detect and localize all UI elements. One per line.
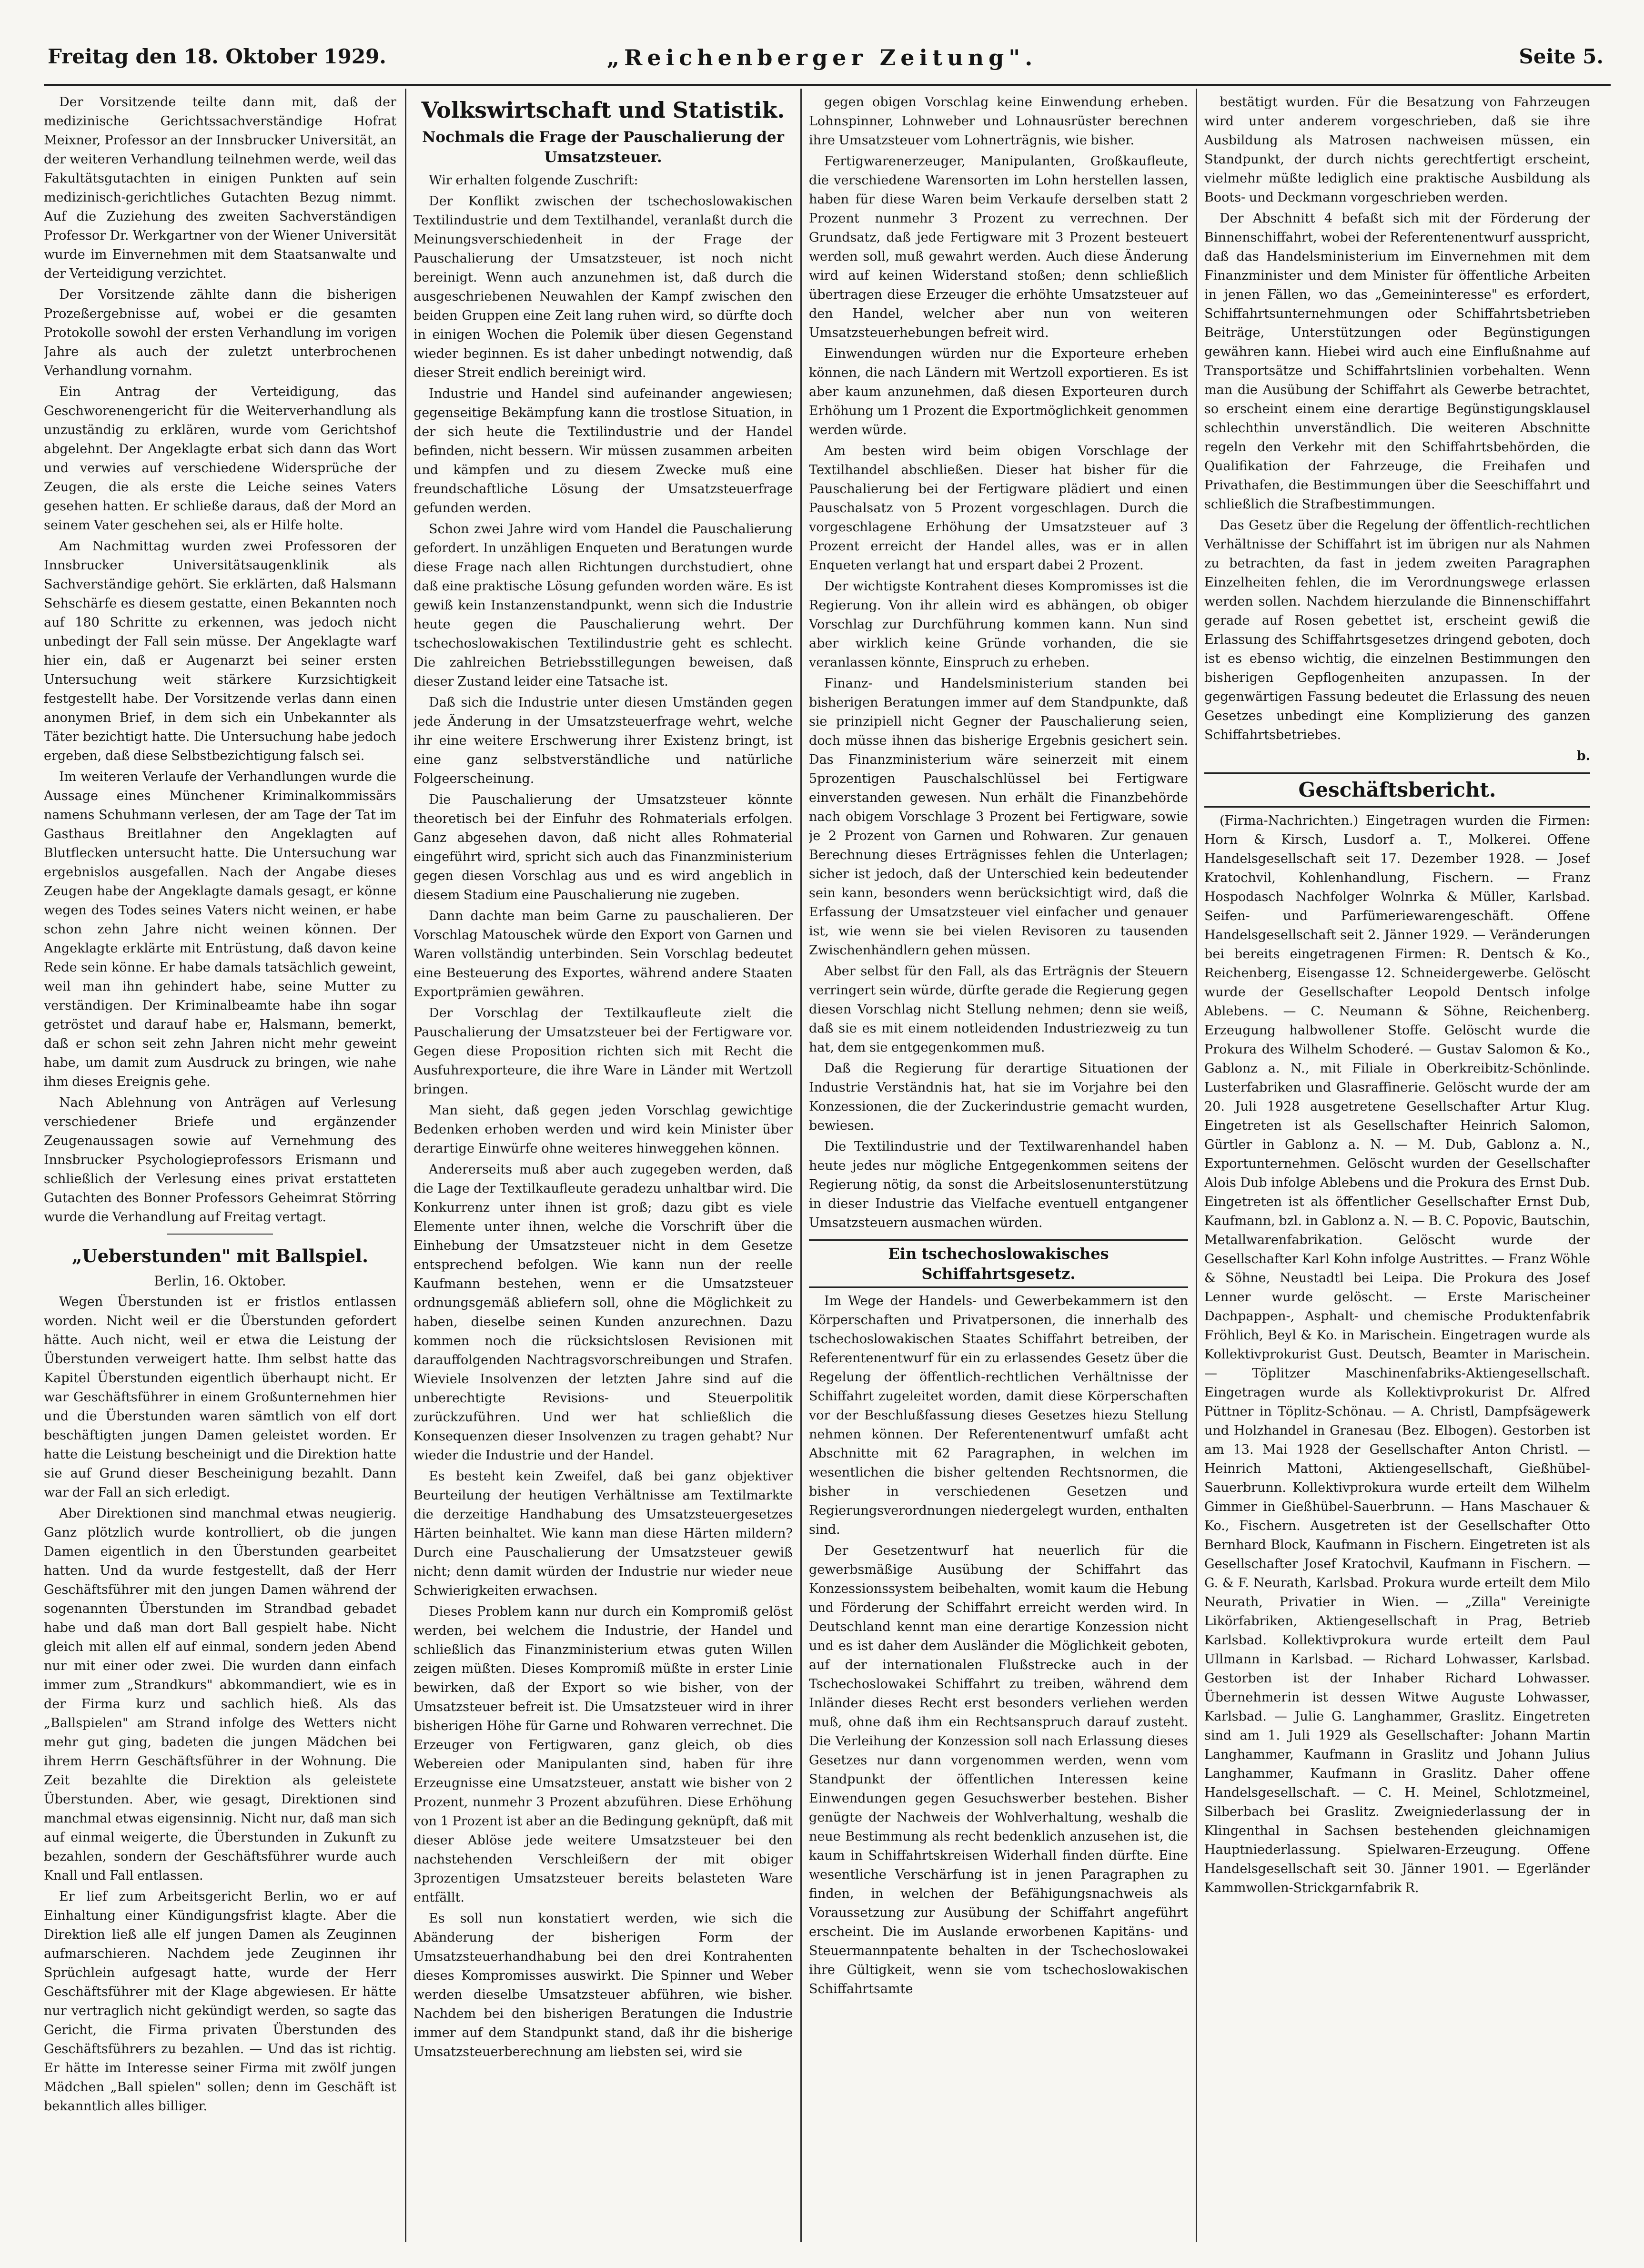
- paragraph: Finanz- und Handelsministerium standen bei bisherigen Beratungen immer auf dem Standpunkte, daß sie prinzipiell nicht Gegner der Pauschalierung seien, doch müsse ihnen das bisherige Ergebnis gesichert sein. Das Finanzministerium wäre seinerzeit mit einem 5prozentigen Pauschalschlüssel bei Fertigware einverstanden gewesen. Nun erhält die Finanzbehörde nach obigem Vorschlage 3 Prozent bei Fertigware, sowie je 2 Prozent von Garnen und Rohwaren. Zur genauen Berechnung dieses Erträgnisses fehlen die Unterlagen; sicher ist jedoch, daß der Unterschied kein bedeutender sein kann, besonders wenn berücksichtigt wird, daß die Erfassung der Umsatzsteuer viel einfacher und genauer ist, wie wenn sie bei vielen Revisoren zu tausenden Zwischenhändlern gehen müssen.: [809, 676, 1188, 958]
- paragraph: Im Wege der Handels- und Gewerbekammern ist den Körperschaften und Privatpersonen, die innerhalb des tschechoslowakischen Staates Schiffahrt betreiben, der Referentenentwurf für ein zu erlassendes Gesetz über die Regelung der öffentlich-rechtlichen Verhältnisse der Schiffahrt zugeleitet worden, damit diese Körperschaften vor der Beschlußfassung dieses Gesetzes hiezu Stellung nehmen können. Der Referentenentwurf umfaßt acht Abschnitte mit 62 Paragraphen, in welchen im wesentlichen die bisher geltenden Rechtsnormen, die bisher in verschiedenen Gesetzen und Regierungsverordnungen niedergelegt wurden, enthalten sind.: [809, 1294, 1188, 1537]
- paragraph: Es besteht kein Zweifel, daß bei ganz objektiver Beurteilung der heutigen Verhältnisse am Textilmarkte die derzeitige Handhabung des Umsatzsteuergesetzes Härten beinhaltet. Wie kann man diese Härten mildern? Durch eine Pauschalierung der Umsatzsteuer gewiß nicht; denn damit würden der Industrie nur wieder neue Schwierigkeiten erwachsen.: [414, 1469, 793, 1598]
- column-2: [414, 93, 793, 2242]
- paragraph: Der Gesetzentwurf hat neuerlich für die gewerbsmäßige Ausübung der Schiffahrt das Konzessionssystem beibehalten, womit kaum die Hebung und Förderung der Schiffahrt erreicht werden wird. In Deutschland kennt man eine derartige Konzession nicht und es ist daher dem Ausländer die Möglichkeit geboten, auf der internationalen Flußstrecke auch in der Tschechoslowakei Schiffahrt zu treiben, während dem Inländer dieses Recht erst besonders verliehen werden muß, ohne daß ihm ein Rechtsanspruch darauf zusteht. Die Verleihung der Konzession soll nach Erlassung dieses Gesetzes nur dann vorgenommen werden, wenn vom Standpunkt der öffentlichen Interessen keine Einwendungen gegen Gesuchswerber bestehen. Bisher genügte der Nachweis der Wohlverhaltung, weshalb die neue Bestimmung als recht bedenklich anzusehen ist, die kaum in Schiffahrtskreisen Widerhall finden dürfte. Eine wesentliche Verschärfung ist in jenen Paragraphen zu finden, in welchen der Befähigungsnachweis als Voraussetzung zur Ausübung der Schiffahrt angeführt erscheint. Die im Auslande erworbenen Kapitäns- und Steuermannpatente behalten in der Tschechoslowakei ihre Gültigkeit, wenn sie vom tschechoslowakischen Schiffahrtsamte: [809, 1543, 1188, 1996]
- paragraph: Man sieht, daß gegen jeden Vorschlag gewichtige Bedenken erhoben werden und wird kein Minister über derartige Einwürfe ohne weiteres hinweggehen können.: [414, 1103, 793, 1156]
- paragraph: Industrie und Handel sind aufeinander angewiesen; gegenseitige Bekämpfung kann die trostlose Situation, in der sich heute die Textilindustrie und der Handel befinden, nicht bessern. Wir müssen zusammen arbeiten und kämpfen und zu diesem Zwecke muß eine freundschaftliche Lösung der Umsatzsteuerfrage gefunden werden.: [414, 386, 793, 516]
- dateline: Berlin, 16. Oktober.: [154, 1273, 286, 1289]
- column-divider: [800, 89, 802, 2242]
- paragraph: Der Abschnitt 4 befaßt sich mit der Förderung der Binnenschiffahrt, wobei der Referentenentwurf ausspricht, daß das Handelsministerium im Einvernehmen mit dem Finanzminister und dem Minister für öffentliche Arbeiten in jenen Fällen, wo das „Gemeininteresse" es erfordert, Schiffahrtsunternehmungen oder Schiffahrtsbetrieben Beiträge, Unterstützungen oder Begünstigungen gewähren kann. Hiebei wird auch eine Einflußnahme auf Transportsätze und Schiffahrtslinien vorbehalten. Wenn man die Ausübung der Schiffahrt als Gewerbe betrachtet, so erscheint einem eine derartige Begünstigungsklausel schlechthin unverständlich. Die weiteren Abschnitte regeln den Verkehr mit den Schiffahrtsbehörden, die Qualifikation der Fahrzeuge, die Freihafen und Privathafen, die Bestimmungen über die Seeschiffahrt und schließlich die Strafbestimmungen.: [1204, 211, 1590, 512]
- paragraph: Die Pauschalierung der Umsatzsteuer könnte theoretisch bei der Einfuhr des Rohmaterials erfolgen. Ganz abgesehen davon, daß nicht alles Rohmaterial eingeführt wird, spricht sich auch das Finanzministerium gegen diesen Vorschlag aus und es wird angeblich in diesem Stadium eine Pauschalierung nie zugeben.: [414, 792, 793, 902]
- paragraph: Andererseits muß aber auch zugegeben werden, daß die Lage der Textilkaufleute geradezu unhaltbar wird. Die Konkurrenz unter ihnen ist groß; dazu gibt es viele Elemente unter ihnen, welche die Vorschrift über die Einhebung der Umsatzsteuer nicht in dem Gesetze entsprechend befolgen. Wie kann nun der reelle Kaufmann bestehen, wenn er die Umsatzsteuer ordnungsgemäß abliefern soll, ohne die Möglichkeit zu haben, dieselbe seinen Kunden anzurechnen. Dazu kommen noch die rücksichtslosen Revisionen mit darauffolgenden Nachtragsvorschreibungen und Strafen. Wieviele Insolvenzen der letzten Jahre sind auf die unberechtigte Revisions- und Steuerpolitik zurückzuführen. Und wer hat schließlich die Konsequenzen dieser Insolvenzen zu tragen gehabt? Nur wieder die Industrie und der Handel.: [414, 1162, 793, 1463]
- author-signature: b.: [1576, 749, 1590, 763]
- paragraph: Aber selbst für den Fall, als das Erträgnis der Steuern verringert sein würde, dürfte gerade die Regierung gegen diesen Vorschlag nicht Stellung nehmen; denn sie weiß, daß sie es mit einem notleidenden Industriezweig zu tun hat, dem sie entgegenkommen muß.: [809, 964, 1188, 1055]
- section-title-box: [1204, 772, 1590, 808]
- article-title: „Ueberstunden" mit Ballspiel.: [72, 1245, 368, 1266]
- paragraph: Daß die Regierung für derartige Situationen der Industrie Verständnis hat, hat sie im Vorjahre bei den Konzessionen, die der Zuckerindustrie gemacht wurden, bewiesen.: [809, 1061, 1188, 1133]
- paragraph: gegen obigen Vorschlag keine Einwendung erheben. Lohnspinner, Lohnweber und Lohnausrüster berechnen ihre Umsatzsteuer vom Lohnerträgnis, wie bisher.: [809, 95, 1188, 148]
- column-3: [809, 93, 1188, 2242]
- column-4: [1204, 93, 1590, 2242]
- paragraph: bestätigt wurden. Für die Besatzung von Fahrzeugen wird unter anderem vorgeschrieben, daß sie ihre Ausbildung als Matrosen nachweisen müssen, ein Standpunkt, der durch nichts gerechtfertigt erscheint, vielmehr müßte lediglich eine praktische Ausbildung als Boots- und Deckmann vorgeschrieben werden.: [1204, 95, 1590, 205]
- article-separator: [167, 1234, 273, 1235]
- paragraph: Der wichtigste Kontrahent dieses Kompromisses ist die Regierung. Von ihr allein wird es abhängen, ob obiger Vorschlag zur Durchführung kommen kann. Nun sind aber wirklich keine Gründe vorhanden, die sie veranlassen könnte, Einspruch zu erheben.: [809, 579, 1188, 670]
- paragraph: (Firma-Nachrichten.) Eingetragen wurden die Firmen: Horn & Kirsch, Lusdorf a. T., Molkerei. Offene Handelsgesellschaft seit 17. Dezember 1928. — Josef Kratochvil, Kohlenhandlung, Fischern. — Franz Hospodasch Nachfolger Wolnrka & Müller, Karlsbad. Seifen- und Parfümeriewarengeschäft. Offene Handelsgesellschaft seit 2. Jänner 1929. — Veränderungen bei bereits eingetragenen Firmen: R. Dentsch & Ko., Reichenberg, Eisengasse 12. Schneidergewerbe. Gelöscht wurde der Gesellschafter Leopold Dentsch infolge Ablebens. — C. Neumann & Söhne, Reichenberg. Erzeugung halbwollener Stoffe. Gelöscht wurde die Prokura des Wilhelm Schoderé. — Gustav Salomon & Ko., Gablonz a. N., mit Filiale in Oberkreibitz-Schönlinde. Lusterfabriken und Glasraffinerie. Gelöscht wurde der am 20. Juli 1928 ausgetretene Gesellschafter Artur Klug. Eingetreten ist als Gesellschafter Heinrich Salomon, Gürtler in Gablonz a. N. — M. Dub, Gablonz a. N., Exportunternehmen. Gelöscht wurden der Gesellschafter Alois Dub infolge Ablebens und die Prokura des Ernst Dub. Eingetreten ist als öffentlicher Gesellschafter Ernst Dub, Kaufmann, bzl. in Gablonz a. N. — B. C. Popovic, Bautschin, Metallwarenfabrikation. Gelöscht wurde der Gesellschafter Karl Kohn infolge Austrittes. — Franz Wöhle & Söhne, Neustadtl bei Leipa. Die Prokura des Josef Lenner wurde gelöscht. — Erste Marischeiner Dachpappen-, Asphalt- und chemische Produktenfabrik Fröhlich, Beyl & Ko. in Marischein. Eingetragen wurde als Kollektivprokurist Gust. Deutsch, Beamter in Marischein. — Töplitzer Maschinenfabriks-Aktiengesellschaft. Eingetragen wurde als Kollektivprokurist Dr. Alfred Püttner in Töplitz-Schönau. — A. Christl, Dampfsägewerk und Holzhandel in Granesau (Bez. Elbogen). Gestorben ist am 13. Mai 1928 der Gesellschafter Anton Christl. — Heinrich Mattoni, Aktiengesellschaft, Gießhübel-Sauerbrunn. Kollektivprokura wurde erteilt dem Wilhelm Gimmer in Gießhübel-Sauerbrunn. — Hans Maschauer & Ko., Fischern. Ausgetreten ist der Gesellschafter Otto Bernhard Block, Kaufmann in Fischern. Eingetreten ist als Gesellschafter Josef Kratochvil, Kaufmann in Fischern. — G. & F. Neurath, Karlsbad. Prokura wurde erteilt dem Milo Neurath, Privatier in Wien. — „Zilla" Vereinigte Likörfabriken, Aktiengesellschaft in Prag, Betrieb Karlsbad. Kollektivprokura wurde erteilt dem Paul Ullmann in Karlsbad. — Richard Lohwasser, Karlsbad. Gestorben ist der Inhaber Richard Lohwasser. Übernehmerin ist dessen Witwe Auguste Lohwasser, Karlsbad. — Julie G. Langhammer, Graslitz. Eingetreten sind am 1. Juli 1929 als Gesellschafter: Johann Martin Langhammer, Kaufmann in Graslitz und Johann Julius Langhammer, Kaufmann in Graslitz. Daher offene Handelsgesellschaft. — C. H. Meinel, Schlotzmeinel, Silberbach bei Graslitz. Zweigniederlassung der in Klingenthal in Sachsen bestehenden gleichnamigen Hauptniederlassung. Spielwaren-Erzeugung. Offene Handelsgesellschaft seit 30. Jänner 1901. — Egerländer Kammwollen-Strickgarnfabrik R.: [1204, 813, 1590, 1895]
- paragraph: Dann dachte man beim Garne zu pauschalieren. Der Vorschlag Matouschek würde den Export von Garnen und Waren vollständig unterbinden. Sein Vorschlag bedeutet eine Besteuerung des Exportes, während andere Staaten Exportprämien gewähren.: [414, 909, 793, 1000]
- page-number: Seite 5.: [1519, 45, 1604, 68]
- issue-date: Freitag den 18. Oktober 1929.: [48, 45, 386, 68]
- article-title-box: [809, 1239, 1188, 1288]
- paragraph: Es soll nun konstatiert werden, wie sich die Abänderung der bisherigen Form der Umsatzsteuerhandhabung bei den drei Kontrahenten dieses Kompromisses auswirkt. Die Spinner und Weber werden dieselbe Umsatzsteuer abführen, wie bisher. Nachdem bei den bisherigen Beratungen die Industrie immer auf dem Standpunkt stand, daß ihr die bisherige Umsatzsteuerberechnung am liebsten sei, wird sie: [414, 1911, 793, 2059]
- paragraph: Daß sich die Industrie unter diesen Umständen gegen jede Änderung in der Umsatzsteuerfrage wehrt, welche ihr eine weitere Erschwerung ihrer Existenz bringt, ist eine ganz selbstverständliche und natürliche Folgeerscheinung.: [414, 695, 793, 786]
- paragraph: Nach Ablehnung von Anträgen auf Verlesung verschiedener Briefe und ergänzender Zeugenaussagen sowie auf Vernehmung des Innsbrucker Psychologieprofessors Erismann und schließlich der Verlesung eines privat erstatteten Gutachten des Bonner Professors Geheimrat Störring wurde die Verhandlung auf Freitag vertagt.: [44, 1095, 396, 1225]
- paragraph: Der Konflikt zwischen der tschechoslowakischen Textilindustrie und dem Textilhandel, veranlaßt durch die Meinungsverschiedenheit in der Frage der Pauschalierung der Umsatzsteuer, ist noch nicht bereinigt. Wenn auch anzunehmen ist, daß durch die ausgeschriebenen Neuwahlen der Kampf zwischen den beiden Gruppen eine Zeit lang ruhen wird, so dürfte doch in einigen Wochen die Polemik über diesen Gegenstand wieder beginnen. Es ist daher unbedingt notwendig, daß dieser Streit endlich bereinigt wird.: [414, 194, 793, 380]
- column-divider: [1196, 89, 1197, 2242]
- paragraph: Wir erhalten folgende Zuschrift:: [429, 173, 638, 188]
- paragraph: Der Vorsitzende zählte dann die bisherigen Prozeßergebnisse auf, wobei er die gesamten Protokolle sowohl der ersten Verhandlung im vorigen Jahre als auch der zuletzt unterbrochenen Verhandlung vornahm.: [44, 287, 396, 378]
- paragraph: Das Gesetz über die Regelung der öffentlich-rechtlichen Verhältnisse der Schiffahrt ist im übrigen nur als Nahmen zu betrachten, da fast in jedem zweiten Paragraphen Einzelheiten fehlen, die im Verordnungswege erlassen werden sollen. Nachdem hierzulande die Binnenschiffahrt gerade auf Rosen gebettet ist, erscheint gewiß die Erlassung des Schiffahrtsgesetzes dringend geboten, doch ist es ebenso wichtig, die einzelnen Bestimmungen den bisherigen Gepflogenheiten anzupassen. In der gegenwärtigen Fassung bedeutet die Erlassung des neuen Gesetzes unbedingt eine Komplizierung des ganzen Schiffahrtsbetriebes.: [1204, 518, 1590, 742]
- page-header: [0, 10, 1644, 77]
- column-divider: [405, 89, 406, 2242]
- section-title: Volkswirtschaft und Statistik.: [421, 97, 785, 123]
- article-title: Nochmals die Frage der Pauschalierung der Umsatzsteuer.: [422, 129, 784, 166]
- section-title: Geschäftsbericht.: [1298, 778, 1496, 801]
- paragraph: Am Nachmittag wurden zwei Professoren der Innsbrucker Universitätsaugenklinik als Sachverständige gehört. Sie erklärten, daß Halsmann Sehschärfe es diesem gestatte, einen Bekannten noch auf 180 Schritte zu erkennen, was jedoch nicht unbedingt der Fall sein müsse. Der Angeklagte warf hier ein, daß er Augenarzt bei seiner ersten Untersuchung weit stärkere Kurzsichtigkeit festgestellt habe. Der Vorsitzende verlas dann einen anonymen Brief, in dem sich ein Unbekannter als Täter bezichtigt hatte. Die Untersuchung habe jedoch ergeben, daß diese Selbstbezichtigung falsch sei.: [44, 539, 396, 763]
- paragraph: Der Vorschlag der Textilkaufleute zielt die Pauschalierung der Umsatzsteuer bei der Fertigware vor. Gegen diese Proposition richten sich mit Recht die Ausfuhrexporteure, die ihre Ware in Länder mit Wertzoll bringen.: [414, 1006, 793, 1097]
- paragraph: Fertigwarenerzeuger, Manipulanten, Großkaufleute, die verschiedene Warensorten im Lohn herstellen lassen, haben für diese Waren beim Verkaufe derselben statt 2 Prozent nunmehr 3 Prozent zu verrechnen. Der Grundsatz, daß jede Fertigware mit 3 Prozent besteuert werden soll, muß gewahrt werden. Auch diese Änderung wird auf keinen Widerstand stoßen; denn schließlich übertragen diese Erzeuger die erhöhte Umsatzsteuer auf den Handel, welcher aber nun von weiteren Umsatzsteuerhebungen befreit wird.: [809, 154, 1188, 340]
- article-title: Ein tschechoslowakisches Schiffahrtsgesetz.: [888, 1245, 1109, 1283]
- paragraph: Schon zwei Jahre wird vom Handel die Pauschalierung gefordert. In unzähligen Enqueten und Beratungen wurde diese Frage nach allen Richtungen durchstudiert, ohne daß eine praktische Lösung gefunden worden wäre. Es ist gewiß kein Instanzenstandpunkt, wenn sich die Industrie heute gegen die Pauschalierung wehrt. Der tschechoslowakischen Textilindustrie geht es schlecht. Die zahlreichen Betriebsstillegungen beweisen, daß dieser Zustand leider eine Tatsache ist.: [414, 522, 793, 689]
- paragraph: Einwendungen würden nur die Exporteure erheben können, die nach Ländern mit Wertzoll exportieren. Es ist aber kaum anzunehmen, daß diesen Exporteuren durch Erhöhung um 1 Prozent die Exportmöglichkeit genommen werden würde.: [809, 346, 1188, 437]
- paragraph: Der Vorsitzende teilte dann mit, daß der medizinische Gerichtssachverständige Hofrat Meixner, Professor an der Innsbrucker Universität, an der weiteren Verhandlung teilnehmen werde, weil das Fakultätsgutachten in einigen Punkten auf sein medizinisch-gerichtliches Gutachten Bezug nimmt. Auf die Zuziehung des zweiten Sachverständigen Professor Dr. Werkgartner von der Wiener Universität wurde im Einvernehmen mit dem Staatsanwalte und der Verteidigung verzichtet.: [44, 95, 396, 281]
- header-rule: [44, 84, 1611, 86]
- paragraph: Ein Antrag der Verteidigung, das Geschworenengericht für die Weiterverhandlung als unzuständig zu erklären, wurde vom Gerichtshof abgelehnt. Der Angeklagte erbat sich dann das Wort und verwies auf verschiedene Widersprüche der Zeugen, die als erste die Leiche seines Vaters gesehen hatten. Er schließe daraus, daß der Mord an seinem Vater geschehen sei, als er Hilfe holte.: [44, 385, 396, 533]
- paragraph: Im weiteren Verlaufe der Verhandlungen wurde die Aussage eines Münchener Kriminalkommissärs namens Schuhmann verlesen, der am Tage der Tat im Gasthaus Breitlahner den Angeklagten auf Blutflecken untersucht hatte. Die Untersuchung war ergebnislos ausgefallen. Nach der Angabe dieses Zeugen habe der Angeklagte damals gesagt, er könne wegen des Todes seines Vaters nicht weinen, er habe schon zehn Jahre nicht weinen können. Der Angeklagte erklärte mit Entrüstung, daß davon keine Rede sein könne. Er habe damals tatsächlich geweint, weil man ihn gehindert habe, seine Mutter zu verständigen. Der Kriminalbeamte habe ihn sogar getröstet und darauf habe er, Halsmann, bemerkt, daß er schon seit zehn Jahren nicht mehr geweint habe, um damit zum Ausdruck zu bringen, wie nahe ihm dieses Ereignis gehe.: [44, 770, 396, 1089]
- newspaper-name: „Reichenberger Zeitung".: [606, 45, 1038, 71]
- paragraph: Am besten wird beim obigen Vorschlage der Textilhandel abschließen. Dieser hat bisher für die Pauschalierung bei der Fertigware plädiert und einen Pauschalsatz von 5 Prozent vorgeschlagen. Durch die vorgeschlagene Erhöhung der Umsatzsteuer auf 3 Prozent erreicht der Handel alles, was er in allen Enqueten verlangt hat und erspart dabei 2 Prozent.: [809, 444, 1188, 573]
- column-1: [44, 93, 396, 2242]
- paragraph: Wegen Überstunden ist er fristlos entlassen worden. Nicht weil er die Überstunden gefordert hätte. Auch nicht, weil er etwa die Leistung der Überstunden verweigert hatte. Ihm selbst hatte das Kapitel Überstunden eigentlich überhaupt nicht. Er war Geschäftsführer in einem Großunternehmen hier und die Überstunden waren sämtlich von elf dort beschäftigten jungen Damen geleistet worden. Er hatte die Leistung bescheinigt und die Direktion hatte sie auf Grund dieser Bescheinigung bezahlt. Dann war der Fall an sich erledigt.: [44, 1295, 396, 1500]
- paragraph: Aber Direktionen sind manchmal etwas neugierig. Ganz plötzlich wurde kontrolliert, ob die jungen Damen eigentlich in den Überstunden gearbeitet hatten. Und da wurde festgestellt, daß der Herr Geschäftsführer mit den jungen Damen während der sogenannten Überstunden im Strandbad gebadet habe und daß man dort Ball gespielt habe. Nicht gleich mit allen elf auf einmal, sondern jeden Abend nur mit einer oder zwei. Die wurden dann einfach immer zum „Strandkurs" abkommandiert, wie es in der Firma kurz und sachlich hieß. Als das „Ballspielen" am Strand infolge des Wetters nicht mehr gut ging, badeten die jungen Mädchen bei ihrem Herrn Geschäftsführer in der Wohnung. Die Zeit bezahlte die Direktion als geleistete Überstunden. Aber, wie gesagt, Direktionen sind manchmal etwas eigensinnig. Nicht nur, daß man sich auf einmal weigerte, die Überstunden in Zukunft zu bezahlen, sondern der Geschäftsführer wurde auch Knall und Fall entlassen.: [44, 1506, 396, 1883]
- paragraph: Die Textilindustrie und der Textilwarenhandel haben heute jedes nur mögliche Entgegenkommen seitens der Regierung nötig, da sonst die Arbeitslosenunterstützung in dieser Industrie das Vielfache eventuell entgangener Umsatzsteuern ausmachen würden.: [809, 1139, 1188, 1230]
- paragraph: Dieses Problem kann nur durch ein Kompromiß gelöst werden, bei welchem die Industrie, der Handel und schließlich das Finanzministerium etwas guten Willen zeigen müßten. Dieses Kompromiß müßte in erster Linie bewirken, daß der Export so wie bisher, von der Umsatzsteuer befreit ist. Die Umsatzsteuer wird in ihrer bisherigen Höhe für Garne und Rohwaren verrechnet. Die Erzeuger von Fertigwaren, ganz gleich, ob dies Webereien oder Manipulanten sind, haben für ihre Erzeugnisse eine Umsatzsteuer, anstatt wie bisher von 2 Prozent, nunmehr 3 Prozent abzuführen. Diese Erhöhung von 1 Prozent ist aber an die Bedingung geknüpft, daß mit dieser Ablöse jede weitere Umsatzsteuer bei den nachstehenden Verschleißern der mit obiger 3prozentigen Umsatzsteuer bereits belasteten Ware entfällt.: [414, 1604, 793, 1905]
- paragraph: Er lief zum Arbeitsgericht Berlin, wo er auf Einhaltung einer Kündigungsfrist klagte. Aber die Direktion ließ alle elf jungen Damen als Zeuginnen aufmarschieren. Nachdem jede Zeuginnen ihr Sprüchlein aufgesagt hatte, wurde der Herr Geschäftsführer mit der Klage abgewiesen. Er hätte nur vertraglich nicht gekündigt werden, so sagte das Gericht, die Firma privaten Überstunden des Geschäftsführers zu bezahlen. — Und das ist richtig. Er hätte im Interesse seiner Firma mit zwölf jungen Mädchen „Ball spielen" sollen; denn im Geschäft ist bekanntlich alles billiger.: [44, 1889, 396, 2114]
